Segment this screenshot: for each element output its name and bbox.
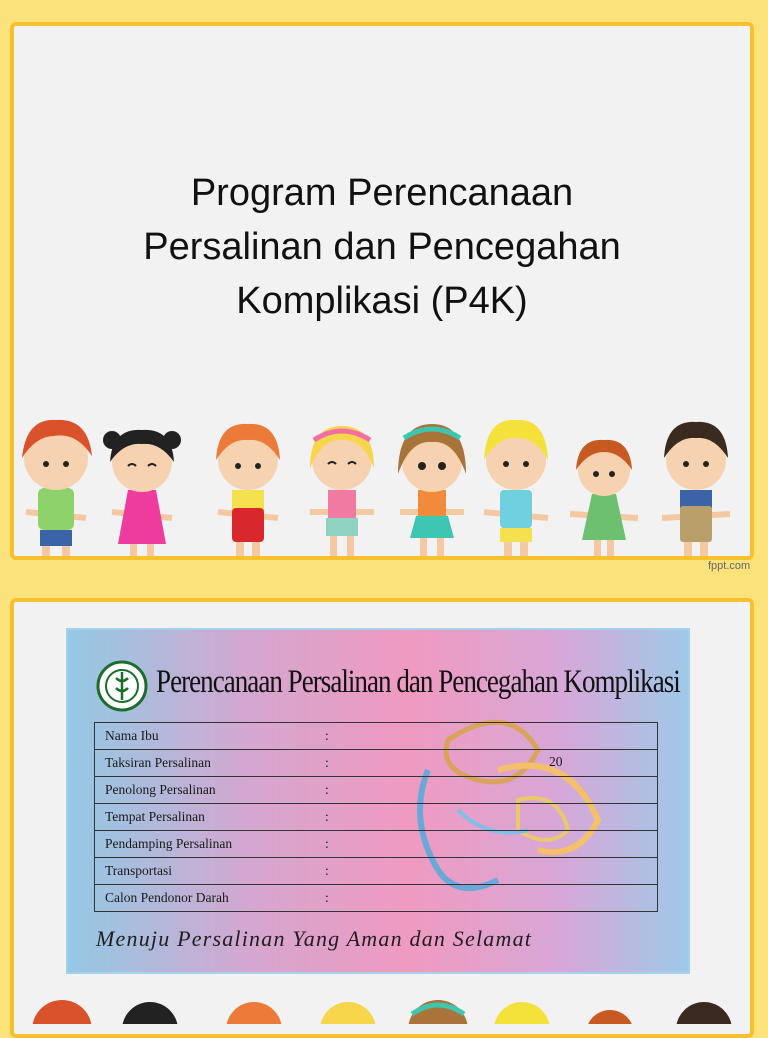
child-head-2 bbox=[122, 1002, 178, 1024]
form-value bbox=[339, 723, 658, 750]
child-4 bbox=[310, 426, 374, 560]
form-colon: : bbox=[325, 723, 339, 750]
form-row bbox=[95, 858, 658, 885]
content-slide bbox=[10, 598, 754, 1038]
form-colon: : bbox=[325, 858, 339, 885]
child-head-1 bbox=[32, 1000, 92, 1024]
year-prefix: 20 bbox=[549, 754, 563, 769]
title-line-3: Komplikasi (P4K) bbox=[236, 280, 528, 322]
form-colon: : bbox=[325, 804, 339, 831]
ministry-emblem-icon bbox=[96, 660, 148, 712]
child-1 bbox=[22, 420, 92, 560]
form-label: Tempat Persalinan bbox=[95, 804, 326, 831]
child-head-7 bbox=[586, 1010, 634, 1024]
motto-text: Menuju Persalinan Yang Aman dan Selamat bbox=[96, 926, 533, 951]
form-value bbox=[339, 831, 658, 858]
form-label: Transportasi bbox=[95, 858, 326, 885]
form-colon: : bbox=[325, 777, 339, 804]
form-row bbox=[95, 831, 658, 858]
child-6 bbox=[484, 420, 548, 560]
child-head-3 bbox=[226, 1002, 282, 1024]
form-row bbox=[95, 750, 658, 777]
child-2 bbox=[103, 430, 181, 560]
form-label: Taksiran Persalinan bbox=[95, 750, 326, 777]
form-colon: : bbox=[325, 750, 339, 777]
form-row bbox=[95, 885, 658, 912]
form-value-cell bbox=[339, 750, 658, 777]
form-label: Nama Ibu bbox=[95, 723, 326, 750]
form-colon: : bbox=[325, 885, 339, 912]
title-slide bbox=[10, 22, 754, 560]
form-value bbox=[339, 777, 658, 804]
child-head-4 bbox=[320, 1002, 376, 1024]
form-row bbox=[95, 777, 658, 804]
child-3 bbox=[216, 424, 280, 560]
form-value bbox=[339, 885, 658, 912]
child-7 bbox=[570, 440, 638, 560]
child-head-5 bbox=[408, 1000, 468, 1024]
children-illustration-bottom bbox=[10, 996, 754, 1024]
form-label: Pendamping Persalinan bbox=[95, 831, 326, 858]
planning-form bbox=[94, 722, 658, 912]
form-label: Calon Pendonor Darah bbox=[95, 885, 326, 912]
form-value bbox=[339, 804, 658, 831]
title-line-2: Persalinan dan Pencegahan bbox=[143, 226, 621, 268]
child-8 bbox=[662, 422, 730, 560]
child-head-6 bbox=[494, 1002, 550, 1024]
child-5 bbox=[398, 424, 466, 560]
form-label: Penolong Persalinan bbox=[95, 777, 326, 804]
title-line-1: Program Perencanaan bbox=[190, 172, 574, 214]
form-row bbox=[95, 804, 658, 831]
form-value bbox=[339, 858, 658, 885]
child-head-8 bbox=[676, 1002, 732, 1024]
form-colon: : bbox=[325, 831, 339, 858]
p4k-sticker bbox=[66, 628, 690, 974]
slide-title bbox=[14, 166, 750, 328]
card-title: Perencanaan Persalinan dan Pencegahan Komplikasi bbox=[156, 664, 680, 700]
watermark: fppt.com bbox=[708, 560, 751, 572]
children-illustration bbox=[14, 418, 750, 560]
form-row bbox=[95, 723, 658, 750]
